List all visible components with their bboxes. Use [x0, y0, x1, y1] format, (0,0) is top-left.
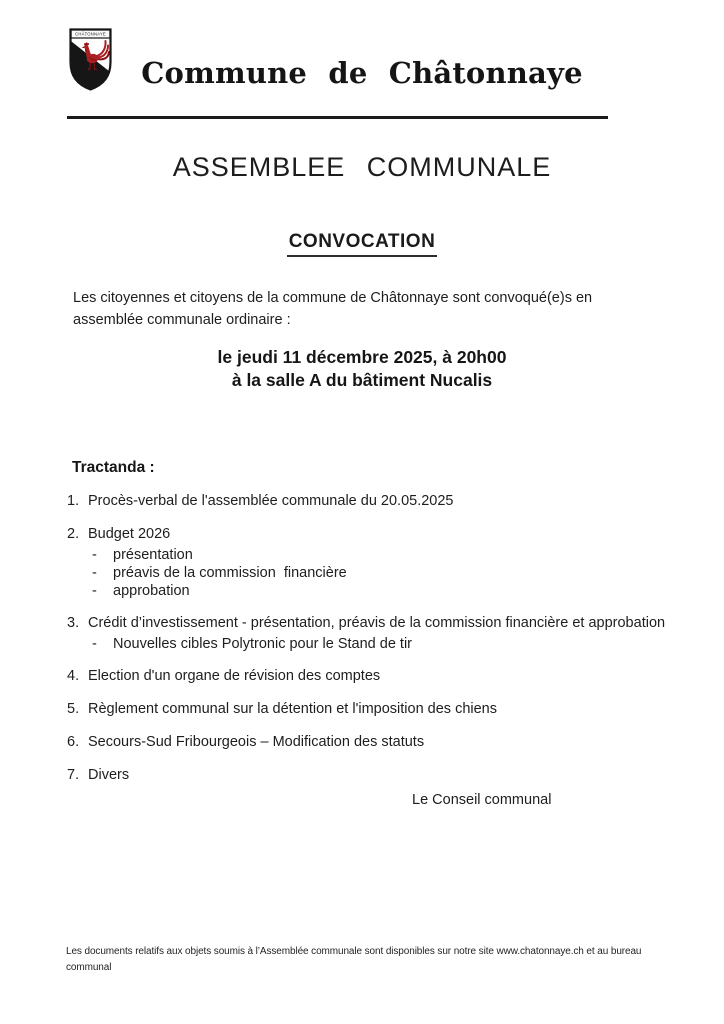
- item-number: 1.: [67, 493, 80, 509]
- sub-item-text: Nouvelles cibles Polytronic pour le Stand de tir: [113, 636, 413, 652]
- item-text: Procès-verbal de l'assemblée communale du 20.05.2025: [88, 493, 454, 509]
- agenda-item-1: [67, 492, 717, 511]
- agenda-item-4: [67, 667, 717, 686]
- agenda-item-2: [67, 525, 717, 600]
- sub-item: [92, 582, 717, 600]
- item-text: Crédit d’investissement - présentation, préavis de la commission financière et approbation: [88, 615, 666, 631]
- sub-item-text: présentation: [113, 547, 193, 563]
- item-number: 3.: [67, 615, 80, 631]
- signature: Le Conseil communal: [412, 792, 552, 808]
- item-text: Règlement communal sur la détention et l'imposition des chiens: [88, 701, 497, 717]
- agenda-item-3: [67, 614, 717, 653]
- item-text: Election d'un organe de révision des comptes: [88, 668, 381, 684]
- intro-paragraph: Les citoyennes et citoyens de la commune de Châtonnaye sont convoqué(e)s en assemblée communale ordinaire :: [73, 290, 593, 328]
- commune-title: Commune de Châtonnaye: [141, 56, 583, 90]
- banner-label: CHÂTONNAYE: [75, 31, 106, 37]
- item-number: 5.: [67, 701, 80, 717]
- footer-note: Les documents relatifs aux objets soumis à l’Assemblée communale sont disponibles sur notre site www.chatonnaye.ch et au bureau communal: [66, 946, 642, 973]
- sub-item: [92, 546, 717, 564]
- agenda-item-7: [67, 766, 717, 785]
- sub-item-dash: -: [92, 583, 97, 599]
- sub-item: [92, 635, 717, 653]
- meeting-location: à la salle A du bâtiment Nucalis: [231, 370, 493, 390]
- sub-item-text: approbation: [113, 583, 190, 599]
- item-text: Secours-Sud Fribourgeois – Modification des statuts: [88, 734, 425, 750]
- meeting-details: [0, 346, 724, 392]
- sub-item-dash: -: [92, 636, 97, 652]
- item-text: Divers: [88, 767, 130, 783]
- sub-item-dash: -: [92, 547, 97, 563]
- meeting-datetime: le jeudi 11 décembre 2025, à 20h00: [217, 347, 507, 367]
- item-number: 4.: [67, 668, 80, 684]
- sub-item-text: préavis de la commission financière: [113, 565, 347, 581]
- agenda-item-5: [67, 700, 717, 719]
- item-text: Budget 2026: [88, 526, 171, 542]
- item-number: 2.: [67, 526, 80, 542]
- assembly-heading: ASSEMBLEE COMMUNALE: [172, 152, 552, 182]
- agenda-title: Tractanda :: [72, 459, 155, 476]
- convocation-heading-row: [0, 231, 724, 257]
- sub-item-dash: -: [92, 565, 97, 581]
- header-rule: [67, 116, 608, 119]
- agenda-list: [67, 492, 717, 799]
- sub-item: [92, 564, 717, 582]
- sub-item-list: [92, 546, 717, 600]
- convocation-heading: CONVOCATION: [287, 231, 438, 257]
- item-number: 7.: [67, 767, 80, 783]
- item-number: 6.: [67, 734, 80, 750]
- sub-item-list: [92, 635, 717, 653]
- agenda-item-6: [67, 733, 717, 752]
